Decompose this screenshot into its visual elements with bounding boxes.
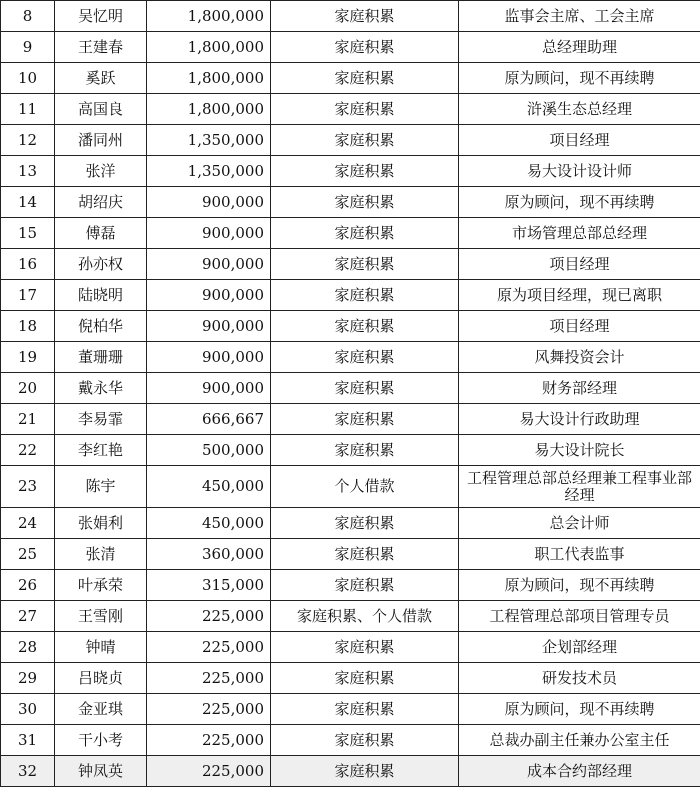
cell-fund-source: 家庭积累 [271, 570, 459, 601]
cell-position: 易大设计设计师 [459, 156, 700, 187]
cell-fund-source: 家庭积累 [271, 373, 459, 404]
cell-name: 金亚琪 [55, 694, 147, 725]
cell-position: 风舞投资会计 [459, 342, 700, 373]
cell-name: 张清 [55, 539, 147, 570]
cell-position: 总经理助理 [459, 32, 700, 63]
cell-position: 原为顾问，现不再续聘 [459, 694, 700, 725]
cell-fund-source: 家庭积累 [271, 756, 459, 787]
cell-position: 监事会主席、工会主席 [459, 1, 700, 32]
table-row [1, 249, 700, 280]
table-row [1, 280, 700, 311]
cell-name: 张洋 [55, 156, 147, 187]
cell-name: 胡绍庆 [55, 187, 147, 218]
cell-name: 陈宇 [55, 466, 147, 508]
cell-amount: 900,000 [147, 280, 271, 311]
cell-number: 17 [1, 280, 55, 311]
table-row [1, 342, 700, 373]
cell-number: 8 [1, 1, 55, 32]
cell-position: 原为顾问，现不再续聘 [459, 63, 700, 94]
cell-name: 戴永华 [55, 373, 147, 404]
cell-name: 叶承荣 [55, 570, 147, 601]
cell-amount: 900,000 [147, 342, 271, 373]
cell-amount: 900,000 [147, 187, 271, 218]
cell-amount: 360,000 [147, 539, 271, 570]
cell-name: 孙亦权 [55, 249, 147, 280]
cell-amount: 900,000 [147, 311, 271, 342]
cell-position: 研发技术员 [459, 663, 700, 694]
cell-number: 16 [1, 249, 55, 280]
cell-position: 财务部经理 [459, 373, 700, 404]
cell-fund-source: 家庭积累 [271, 663, 459, 694]
cell-amount: 1,800,000 [147, 32, 271, 63]
cell-fund-source: 家庭积累 [271, 249, 459, 280]
table-row [1, 663, 700, 694]
cell-fund-source: 家庭积累 [271, 156, 459, 187]
cell-name: 吴忆明 [55, 1, 147, 32]
cell-number: 9 [1, 32, 55, 63]
table-row [1, 466, 700, 508]
cell-number: 29 [1, 663, 55, 694]
cell-number: 30 [1, 694, 55, 725]
cell-name: 吕晓贞 [55, 663, 147, 694]
cell-name: 潘同州 [55, 125, 147, 156]
cell-amount: 900,000 [147, 249, 271, 280]
table-row [1, 756, 700, 787]
table-row [1, 694, 700, 725]
cell-amount: 225,000 [147, 632, 271, 663]
table-row [1, 508, 700, 539]
cell-fund-source: 家庭积累 [271, 725, 459, 756]
cell-number: 13 [1, 156, 55, 187]
cell-number: 25 [1, 539, 55, 570]
cell-fund-source: 个人借款 [271, 466, 459, 508]
cell-name: 张娟利 [55, 508, 147, 539]
cell-fund-source: 家庭积累 [271, 187, 459, 218]
cell-position: 职工代表监事 [459, 539, 700, 570]
table-row [1, 539, 700, 570]
cell-position: 易大设计行政助理 [459, 404, 700, 435]
cell-fund-source: 家庭积累 [271, 632, 459, 663]
cell-amount: 225,000 [147, 756, 271, 787]
cell-amount: 315,000 [147, 570, 271, 601]
cell-number: 10 [1, 63, 55, 94]
cell-amount: 225,000 [147, 663, 271, 694]
cell-amount: 1,800,000 [147, 63, 271, 94]
cell-amount: 225,000 [147, 694, 271, 725]
table-row [1, 63, 700, 94]
cell-fund-source: 家庭积累 [271, 1, 459, 32]
cell-position: 原为项目经理，现已离职 [459, 280, 700, 311]
cell-number: 21 [1, 404, 55, 435]
cell-number: 22 [1, 435, 55, 466]
cell-fund-source: 家庭积累 [271, 218, 459, 249]
cell-fund-source: 家庭积累 [271, 539, 459, 570]
cell-fund-source: 家庭积累 [271, 94, 459, 125]
cell-fund-source: 家庭积累 [271, 125, 459, 156]
table-row [1, 435, 700, 466]
cell-amount: 450,000 [147, 466, 271, 508]
cell-fund-source: 家庭积累 [271, 280, 459, 311]
table-row [1, 632, 700, 663]
cell-number: 19 [1, 342, 55, 373]
cell-position: 工程管理总部总经理兼工程事业部经理 [459, 466, 700, 508]
table-row [1, 311, 700, 342]
cell-position: 浒溪生态总经理 [459, 94, 700, 125]
table-row [1, 32, 700, 63]
cell-name: 陆晓明 [55, 280, 147, 311]
cell-name: 王雪刚 [55, 601, 147, 632]
cell-number: 11 [1, 94, 55, 125]
cell-amount: 1,800,000 [147, 1, 271, 32]
table-row [1, 570, 700, 601]
cell-fund-source: 家庭积累 [271, 435, 459, 466]
cell-fund-source: 家庭积累 [271, 694, 459, 725]
cell-number: 23 [1, 466, 55, 508]
table-row [1, 373, 700, 404]
cell-amount: 225,000 [147, 725, 271, 756]
cell-name: 董珊珊 [55, 342, 147, 373]
cell-position: 项目经理 [459, 311, 700, 342]
cell-position: 市场管理总部总经理 [459, 218, 700, 249]
cell-fund-source: 家庭积累、个人借款 [271, 601, 459, 632]
cell-number: 15 [1, 218, 55, 249]
cell-fund-source: 家庭积累 [271, 404, 459, 435]
cell-name: 干小考 [55, 725, 147, 756]
cell-number: 27 [1, 601, 55, 632]
table-row [1, 601, 700, 632]
cell-amount: 1,800,000 [147, 94, 271, 125]
cell-amount: 666,667 [147, 404, 271, 435]
cell-position: 项目经理 [459, 249, 700, 280]
cell-amount: 900,000 [147, 218, 271, 249]
cell-fund-source: 家庭积累 [271, 342, 459, 373]
cell-position: 项目经理 [459, 125, 700, 156]
cell-amount: 450,000 [147, 508, 271, 539]
cell-number: 14 [1, 187, 55, 218]
cell-number: 24 [1, 508, 55, 539]
cell-number: 32 [1, 756, 55, 787]
cell-amount: 225,000 [147, 601, 271, 632]
cell-fund-source: 家庭积累 [271, 32, 459, 63]
cell-name: 李易霏 [55, 404, 147, 435]
cell-amount: 500,000 [147, 435, 271, 466]
cell-fund-source: 家庭积累 [271, 508, 459, 539]
cell-name: 李红艳 [55, 435, 147, 466]
cell-name: 倪柏华 [55, 311, 147, 342]
cell-amount: 1,350,000 [147, 125, 271, 156]
cell-number: 28 [1, 632, 55, 663]
cell-number: 18 [1, 311, 55, 342]
cell-fund-source: 家庭积累 [271, 63, 459, 94]
cell-amount: 1,350,000 [147, 156, 271, 187]
cell-name: 钟凤英 [55, 756, 147, 787]
table-row [1, 404, 700, 435]
cell-number: 12 [1, 125, 55, 156]
cell-name: 傅磊 [55, 218, 147, 249]
cell-number: 26 [1, 570, 55, 601]
cell-name: 钟晴 [55, 632, 147, 663]
cell-number: 20 [1, 373, 55, 404]
cell-amount: 900,000 [147, 373, 271, 404]
cell-position: 总裁办副主任兼办公室主任 [459, 725, 700, 756]
cell-fund-source: 家庭积累 [271, 311, 459, 342]
table-row [1, 94, 700, 125]
table-row [1, 156, 700, 187]
table-row [1, 218, 700, 249]
cell-position: 原为顾问，现不再续聘 [459, 187, 700, 218]
table-row [1, 1, 700, 32]
table-row [1, 725, 700, 756]
table-body [1, 1, 700, 787]
cell-number: 31 [1, 725, 55, 756]
cell-name: 高国良 [55, 94, 147, 125]
cell-position: 企划部经理 [459, 632, 700, 663]
table-row [1, 125, 700, 156]
cell-position: 原为顾问，现不再续聘 [459, 570, 700, 601]
cell-name: 王建春 [55, 32, 147, 63]
cell-position: 易大设计院长 [459, 435, 700, 466]
cell-position: 总会计师 [459, 508, 700, 539]
cell-position: 工程管理总部项目管理专员 [459, 601, 700, 632]
cell-name: 奚跃 [55, 63, 147, 94]
cell-position: 成本合约部经理 [459, 756, 700, 787]
table-row [1, 187, 700, 218]
